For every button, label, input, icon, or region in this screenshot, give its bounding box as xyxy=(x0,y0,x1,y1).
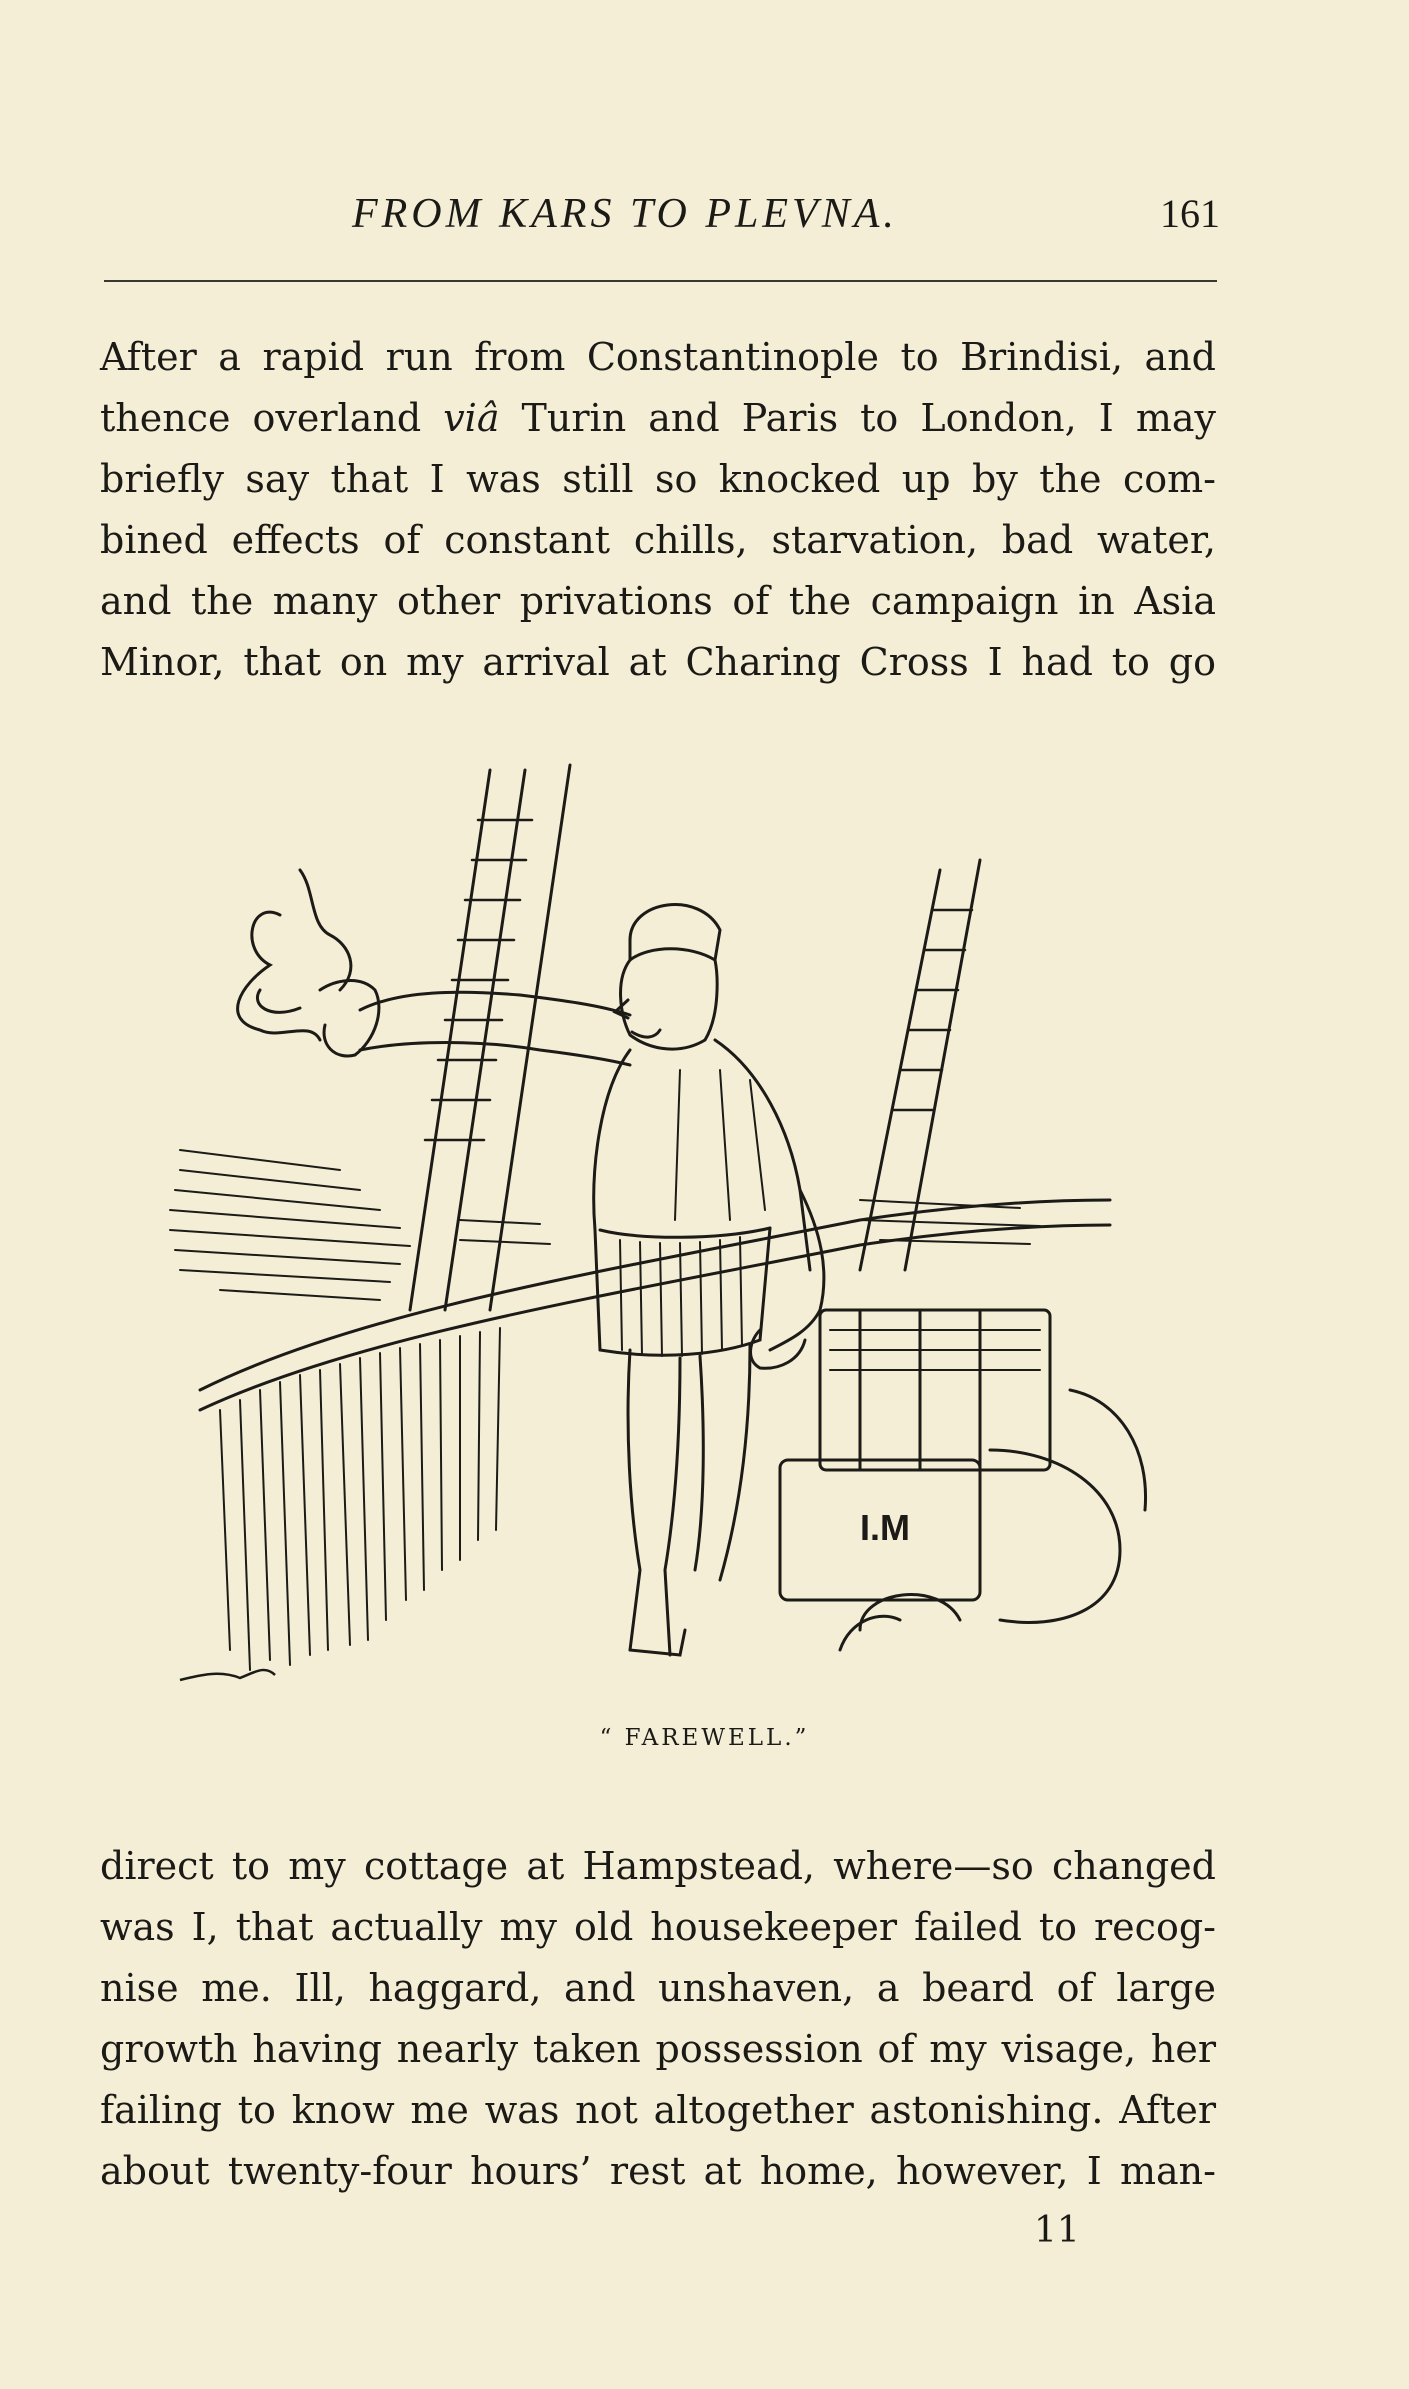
page-number: 161 xyxy=(1160,191,1220,236)
text-line: and the many other privations of the campaign in Asia xyxy=(100,579,1216,623)
illustration-caption: “ FAREWELL.” xyxy=(599,1725,810,1751)
text-line: was I, that actually my old housekeeper failed to recog- xyxy=(100,1905,1216,1949)
running-header xyxy=(100,190,1220,250)
text-line: Minor, that on my arrival at Charing Cross I had to go xyxy=(100,640,1216,684)
text-line: After a rapid run from Constantinople to Brindisi, and xyxy=(100,335,1216,379)
artist-signature-mark xyxy=(180,1670,275,1680)
signature-mark: 11 xyxy=(1034,2210,1080,2251)
running-title: FROM KARS TO PLEVNA. xyxy=(352,191,898,237)
text-line: growth having nearly taken possession of my visage, her xyxy=(100,2027,1216,2071)
paragraph-bottom xyxy=(100,1836,1216,2202)
text-line: briefly say that I was still so knocked up by the com- xyxy=(100,457,1216,501)
text-line: nise me. Ill, haggard, and unshaven, a beard of large xyxy=(100,1966,1216,2010)
crate-mark: I.M xyxy=(860,1507,910,1548)
paragraph-top xyxy=(100,327,1216,693)
text-line: direct to my cottage at Hampstead, where—so changed xyxy=(100,1844,1216,1888)
farewell-illustration xyxy=(160,750,1180,1710)
text-line: bined effects of constant chills, starvation, bad water, xyxy=(100,518,1216,562)
text-line: about twenty-four hours’ rest at home, however, I man- xyxy=(100,2149,1216,2193)
header-rule xyxy=(104,280,1217,282)
text-line: failing to know me was not altogether astonishing. After xyxy=(100,2088,1216,2132)
text-line: thence overland viâ Turin and Paris to London, I may xyxy=(100,396,1216,440)
